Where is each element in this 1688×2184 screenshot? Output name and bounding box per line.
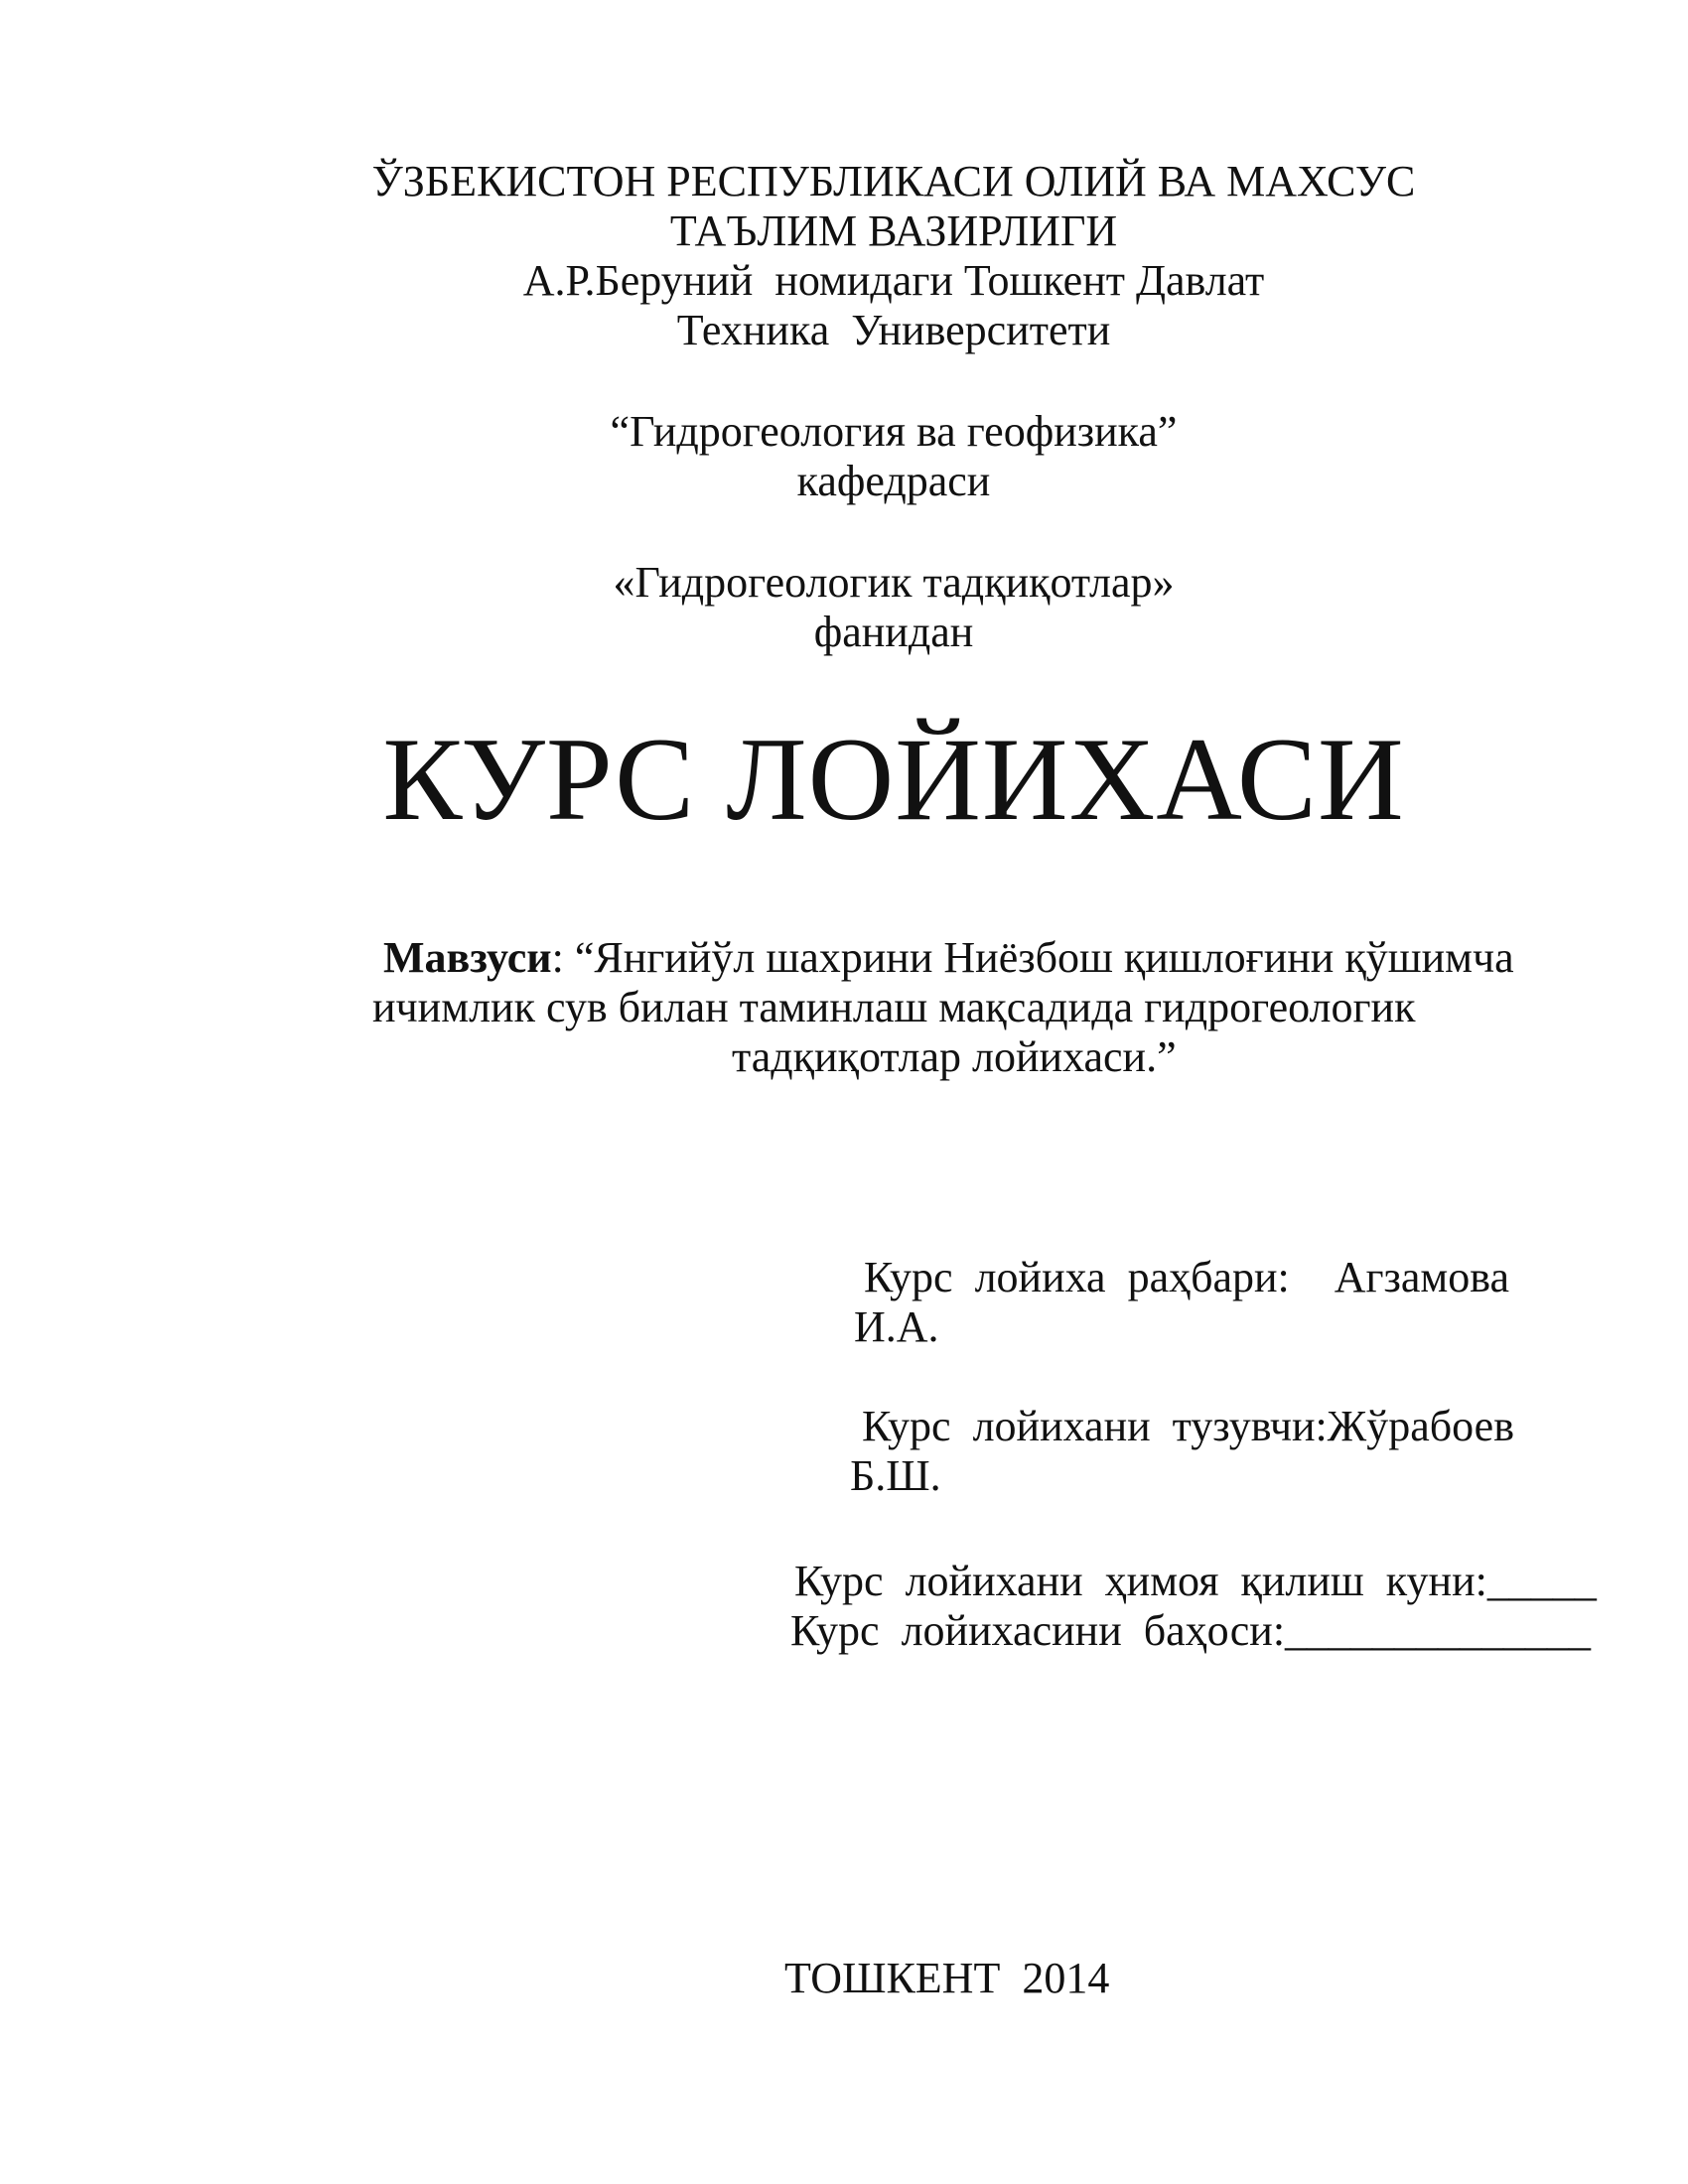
- topic-colon: :: [551, 933, 564, 982]
- university-line-1: А.Р.Беруний номидаги Тошкент Давлат: [522, 256, 1265, 305]
- topic-label: Мавзуси: [383, 933, 552, 982]
- author-initials: Б.Ш.: [850, 1451, 941, 1500]
- author-surname: Жўрабоев: [1327, 1402, 1514, 1450]
- city-year: ТОШКЕНТ 2014: [784, 1954, 1110, 2002]
- supervisor-initials: И.А.: [854, 1302, 939, 1351]
- document-title: КУРС ЛОЙИХАСИ: [382, 713, 1405, 845]
- topic-line-3: тадқиқотлар лойихаси.”: [732, 1032, 1177, 1081]
- ministry-line-2: ТАЪЛИМ ВАЗИРЛИГИ: [669, 206, 1118, 255]
- supervisor-label: Курс лойиха раҳбари:: [864, 1253, 1290, 1301]
- university-line-2: Техника Университети: [676, 306, 1111, 354]
- department-name: “Гидрогеология ва геофизика”: [610, 407, 1178, 456]
- author-label: Курс лойихани тузувчи:: [862, 1402, 1328, 1450]
- grade-line: Курс лойихасини баҳоси:______________: [790, 1606, 1592, 1655]
- supervisor-line: [864, 1253, 1509, 1302]
- topic-line-1: [383, 933, 1514, 983]
- topic-line-2: ичимлик сув билан таминлаш мақсадида гидрогеологик: [372, 983, 1416, 1031]
- supervisor-surname: Агзамова: [1334, 1253, 1509, 1301]
- subject-label: фанидан: [813, 608, 974, 656]
- author-line: [862, 1402, 1514, 1451]
- department-label: кафедраси: [796, 457, 991, 505]
- topic-text-1: “Янгийўл шахрини Ниёзбош қишлоғини қўшимча: [563, 933, 1514, 982]
- ministry-line-1: ЎЗБЕКИСТОН РЕСПУБЛИКАСИ ОЛИЙ ВА МАХСУС: [371, 157, 1416, 205]
- defense-date-line: Курс лойихани ҳимоя қилиш куни:_____: [794, 1557, 1597, 1605]
- subject-name: «Гидрогеологик тадқиқотлар»: [613, 558, 1175, 607]
